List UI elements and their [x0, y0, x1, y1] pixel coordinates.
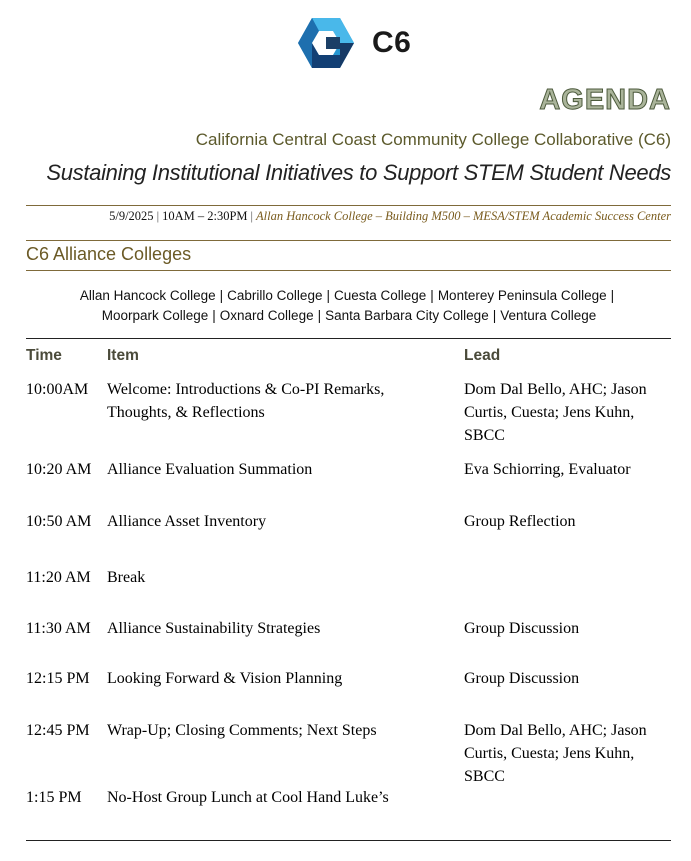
separator: | — [317, 308, 322, 323]
row-time: 10:00AM — [26, 381, 89, 398]
row-item: No-Host Group Lunch at Cool Hand Luke’s — [107, 789, 389, 806]
row-item: Wrap-Up; Closing Comments; Next Steps — [107, 722, 377, 739]
column-header-lead: Lead — [464, 347, 501, 364]
separator: | — [219, 288, 224, 303]
college-name: Cuesta College — [333, 288, 427, 303]
row-lead: Group Reflection — [464, 513, 576, 530]
separator: | — [430, 288, 434, 303]
row-item: Looking Forward & Vision Planning — [107, 670, 343, 687]
college-name: Monterey Peninsula College — [437, 288, 607, 303]
row-time: 11:30 AM — [26, 620, 91, 637]
separator: | — [250, 209, 254, 223]
college-name: Ventura College — [500, 308, 597, 323]
college-name: Oxnard College — [219, 308, 314, 323]
divider-alliance-bottom — [26, 270, 671, 271]
row-lead: Dom Dal Bello, AHC; Jason Curtis, Cuesta; Jens Kuhn, SBCC — [464, 381, 647, 444]
separator: | — [326, 288, 330, 303]
separator: | — [492, 308, 497, 323]
college-list-line-2 — [22, 306, 676, 326]
row-lead: Group Discussion — [464, 620, 580, 637]
column-header-time: Time — [26, 347, 62, 364]
row-time: 11:20 AM — [26, 569, 91, 586]
college-name: Cabrillo College — [227, 288, 323, 303]
divider-alliance-top — [26, 240, 671, 241]
row-item: Alliance Sustainability Strategies — [107, 620, 321, 637]
college-list-line-1 — [22, 286, 676, 306]
divider-bottom — [26, 840, 671, 841]
row-item: Alliance Asset Inventory — [107, 513, 267, 530]
row-time: 1:15 PM — [26, 789, 82, 806]
column-header-item: Item — [107, 347, 139, 364]
agenda-subtitle: Sustaining Institutional Initiatives to Support STEM Student Needs — [46, 160, 671, 185]
row-item: Break — [107, 569, 146, 586]
row-item: Welcome: Introductions & Co-PI Remarks, Thoughts, & Reflections — [107, 381, 385, 421]
row-item: Alliance Evaluation Summation — [107, 461, 313, 478]
row-lead: Eva Schiorring, Evaluator — [464, 461, 631, 478]
row-lead: Dom Dal Bello, AHC; Jason Curtis, Cuesta; Jens Kuhn, SBCC — [464, 722, 647, 785]
college-list — [22, 286, 676, 326]
divider-top — [26, 205, 671, 206]
row-time: 12:15 PM — [26, 670, 90, 687]
college-name: Moorpark College — [101, 308, 209, 323]
agenda-title: AGENDA — [539, 84, 671, 116]
event-meta — [109, 209, 671, 224]
college-name: Allan Hancock College — [79, 288, 216, 303]
separator: | — [156, 209, 160, 223]
event-time: 10AM – 2:30PM — [162, 209, 248, 223]
event-date: 5/9/2025 — [109, 209, 154, 223]
divider-table-top — [26, 338, 671, 339]
organization-name: California Central Coast Community College Collaborative (C6) — [195, 130, 671, 149]
row-lead: Group Discussion — [464, 670, 580, 687]
row-time: 12:45 PM — [26, 722, 90, 739]
event-location: Allan Hancock College – Building M500 – MESA/STEM Academic Success Center — [256, 209, 671, 223]
college-name: Santa Barbara City College — [325, 308, 489, 323]
row-time: 10:50 AM — [26, 513, 92, 530]
row-time: 10:20 AM — [26, 461, 92, 478]
separator: | — [610, 288, 615, 303]
alliance-title: C6 Alliance Colleges — [26, 244, 192, 264]
separator: | — [212, 308, 216, 323]
logo-text: C6 — [372, 26, 412, 59]
